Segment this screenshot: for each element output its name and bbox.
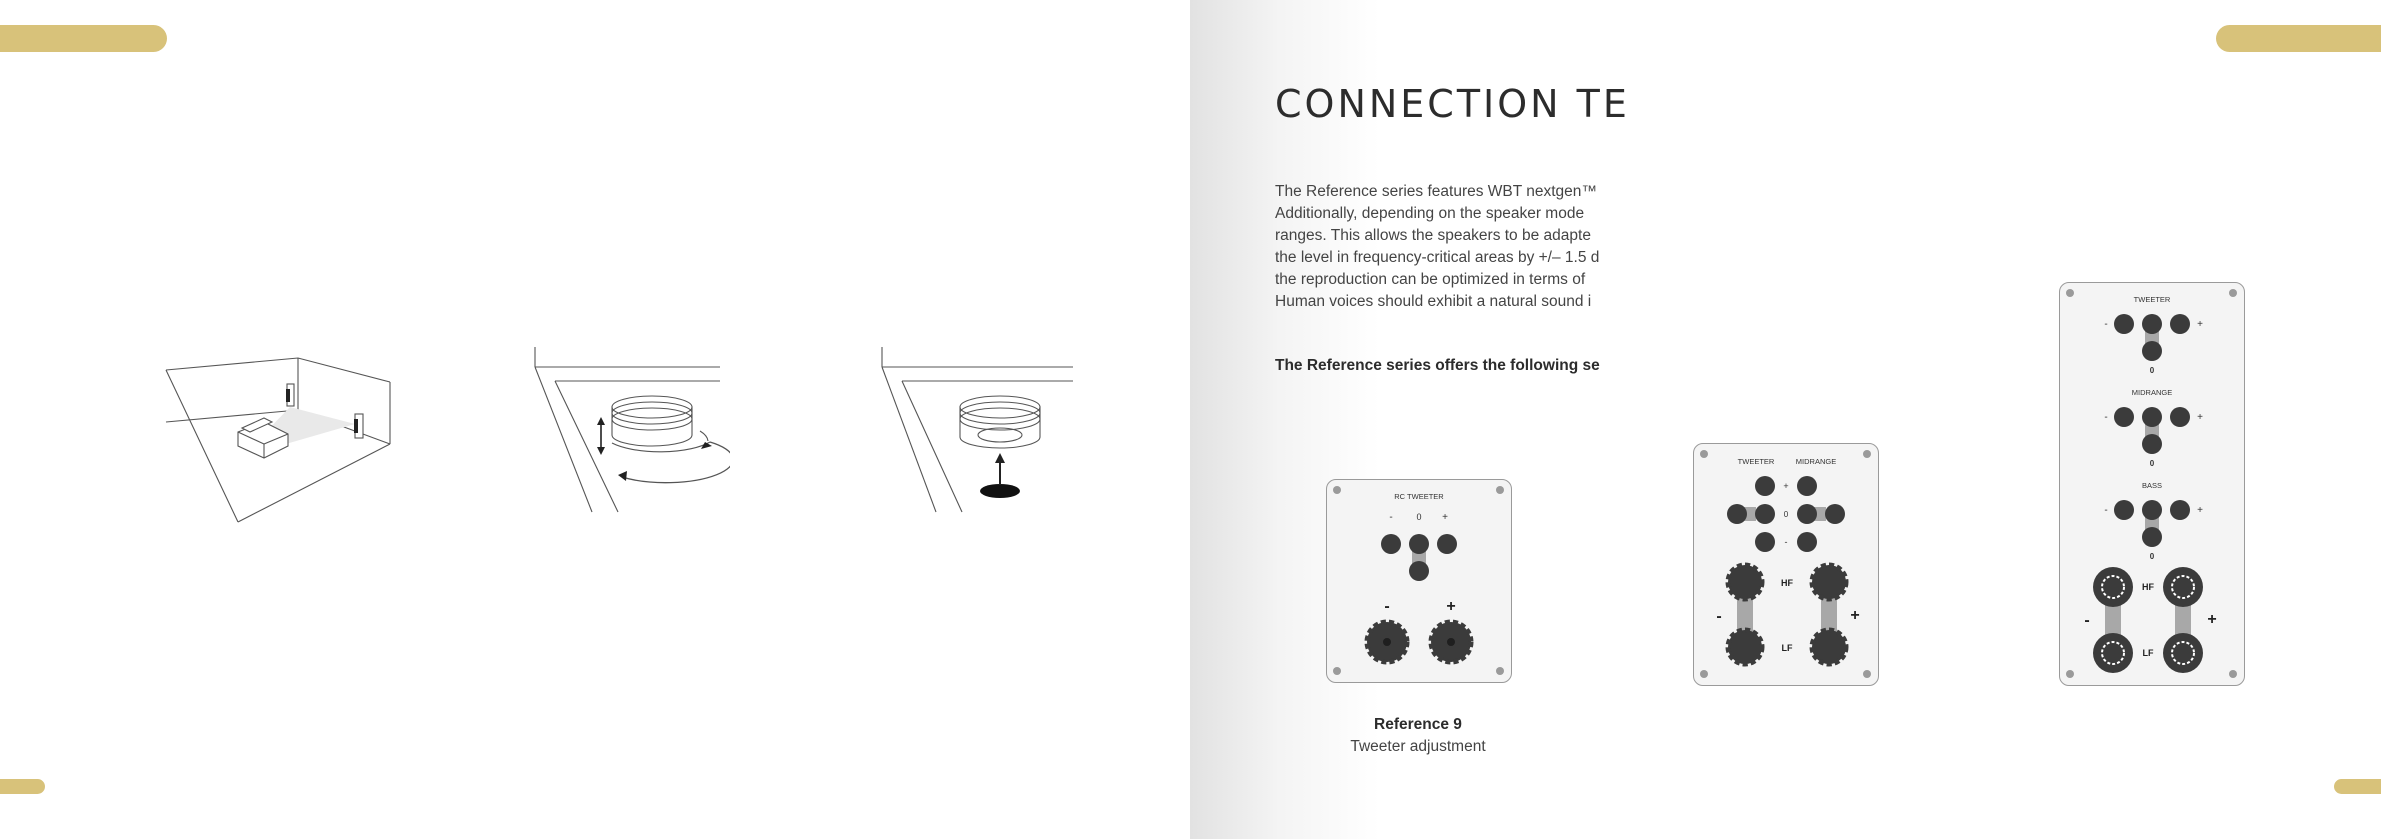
accent-tab-top-left <box>0 25 167 52</box>
intro-line: The Reference series features WBT nextgen™ <box>1275 183 1597 200</box>
intro-line: the level in frequency-critical areas by +/– 1.5 d <box>1275 249 1600 266</box>
tweeter-plus-terminal <box>2170 314 2190 334</box>
hf-plus-post <box>1812 565 1846 599</box>
hf-label: HF <box>2142 582 2154 592</box>
midrange-zero-label: 0 <box>2149 459 2155 468</box>
reference9-terminal-panel <box>1326 479 1512 683</box>
tweeter-jumper-terminal <box>1727 504 1747 524</box>
lf-label: LF <box>1781 643 1793 653</box>
bass-zero-terminal <box>2142 500 2162 520</box>
intro-line: Human voices should exhibit a natural sound i <box>1275 293 1592 310</box>
room-placement-illustration <box>160 352 400 527</box>
push-adjust-illustration <box>878 347 1078 517</box>
tweeter-jumper-terminal <box>2142 341 2162 361</box>
bass-minus-label: - <box>2104 505 2108 516</box>
two-way-terminal-panel <box>1693 443 1879 686</box>
binding-plus-label: + <box>1446 598 1456 615</box>
rotate-adjust-illustration <box>530 347 730 517</box>
midrange-plus-terminal <box>1797 476 1817 496</box>
tweeter-zero-label: 0 <box>2149 366 2155 375</box>
lf-label: LF <box>2142 648 2154 658</box>
caption-subtitle: Tweeter adjustment <box>1350 738 1486 755</box>
accent-tab-top-right <box>2216 25 2381 52</box>
tweeter-plus-label: + <box>2197 319 2203 330</box>
rc-tweeter-label: RC TWEETER <box>1394 492 1444 501</box>
ref9-minus-label: - <box>1389 512 1393 523</box>
tweeter-minus-label: - <box>2104 319 2108 330</box>
tweeter-minus-terminal <box>2114 314 2134 334</box>
midrange-label: MIDRANGE <box>1795 457 1837 466</box>
lf-minus-post <box>1728 630 1762 664</box>
lf-plus-post <box>1812 630 1846 664</box>
midrange-zero-terminal <box>2142 407 2162 427</box>
bass-minus-terminal <box>2114 500 2134 520</box>
row-plus-label: + <box>1783 481 1789 491</box>
midrange-minus-terminal <box>2114 407 2134 427</box>
midrange-plus-terminal <box>2170 407 2190 427</box>
side-plus-label: + <box>1850 607 1860 624</box>
intro-line: the reproduction can be optimized in terms of <box>1275 271 1586 288</box>
bass-plus-terminal <box>2170 500 2190 520</box>
row-zero-label: 0 <box>1783 510 1789 519</box>
hf-minus-post <box>2093 567 2133 607</box>
bass-plus-label: + <box>2197 505 2203 516</box>
ref9-plus-label: + <box>1442 512 1448 523</box>
tweeter-zero-terminal <box>1755 504 1775 524</box>
terminal-plus <box>1437 534 1457 554</box>
lf-minus-post <box>2093 633 2133 673</box>
tweeter-group-label: TWEETER <box>2133 295 2171 304</box>
terminal-zero <box>1409 534 1429 554</box>
tweeter-plus-terminal <box>1755 476 1775 496</box>
binding-minus-label: - <box>1384 598 1390 615</box>
midrange-jumper-terminal <box>1825 504 1845 524</box>
midrange-group-label: MIDRANGE <box>2131 388 2173 397</box>
side-minus-label: - <box>1716 608 1722 625</box>
tweeter-label: TWEETER <box>1737 457 1775 466</box>
series-subheading: The Reference series offers the following se <box>1275 357 1600 374</box>
tweeter-minus-terminal <box>1755 532 1775 552</box>
side-plus-label: + <box>2207 611 2217 628</box>
midrange-plus-label: + <box>2197 412 2203 423</box>
hf-plus-post <box>2163 567 2203 607</box>
bass-jumper-terminal <box>2142 527 2162 547</box>
left-page <box>0 0 1190 839</box>
tweeter-zero-terminal <box>2142 314 2162 334</box>
midrange-minus-terminal <box>1797 532 1817 552</box>
caption-title: Reference 9 <box>1374 716 1462 733</box>
accent-tab-bottom-left <box>0 779 45 794</box>
intro-line: ranges. This allows the speakers to be adapte <box>1275 227 1591 244</box>
row-minus-label: - <box>1784 537 1788 547</box>
hf-minus-post <box>1728 565 1762 599</box>
bass-zero-label: 0 <box>2149 552 2155 561</box>
terminal-minus <box>1381 534 1401 554</box>
side-minus-label: - <box>2084 612 2090 629</box>
jumper-terminal <box>1409 561 1429 581</box>
bass-group-label: BASS <box>2141 481 2163 490</box>
three-way-terminal-panel <box>2059 282 2245 686</box>
ref9-zero-label: 0 <box>1416 512 1422 522</box>
lf-plus-post <box>2163 633 2203 673</box>
midrange-jumper-terminal <box>2142 434 2162 454</box>
accent-tab-bottom-right <box>2334 779 2381 794</box>
midrange-zero-terminal <box>1797 504 1817 524</box>
intro-paragraph <box>1275 181 1615 313</box>
section-title: CONNECTION TE <box>1275 82 1630 126</box>
intro-line: Additionally, depending on the speaker mode <box>1275 205 1585 222</box>
midrange-minus-label: - <box>2104 412 2108 423</box>
hf-label: HF <box>1781 578 1793 588</box>
